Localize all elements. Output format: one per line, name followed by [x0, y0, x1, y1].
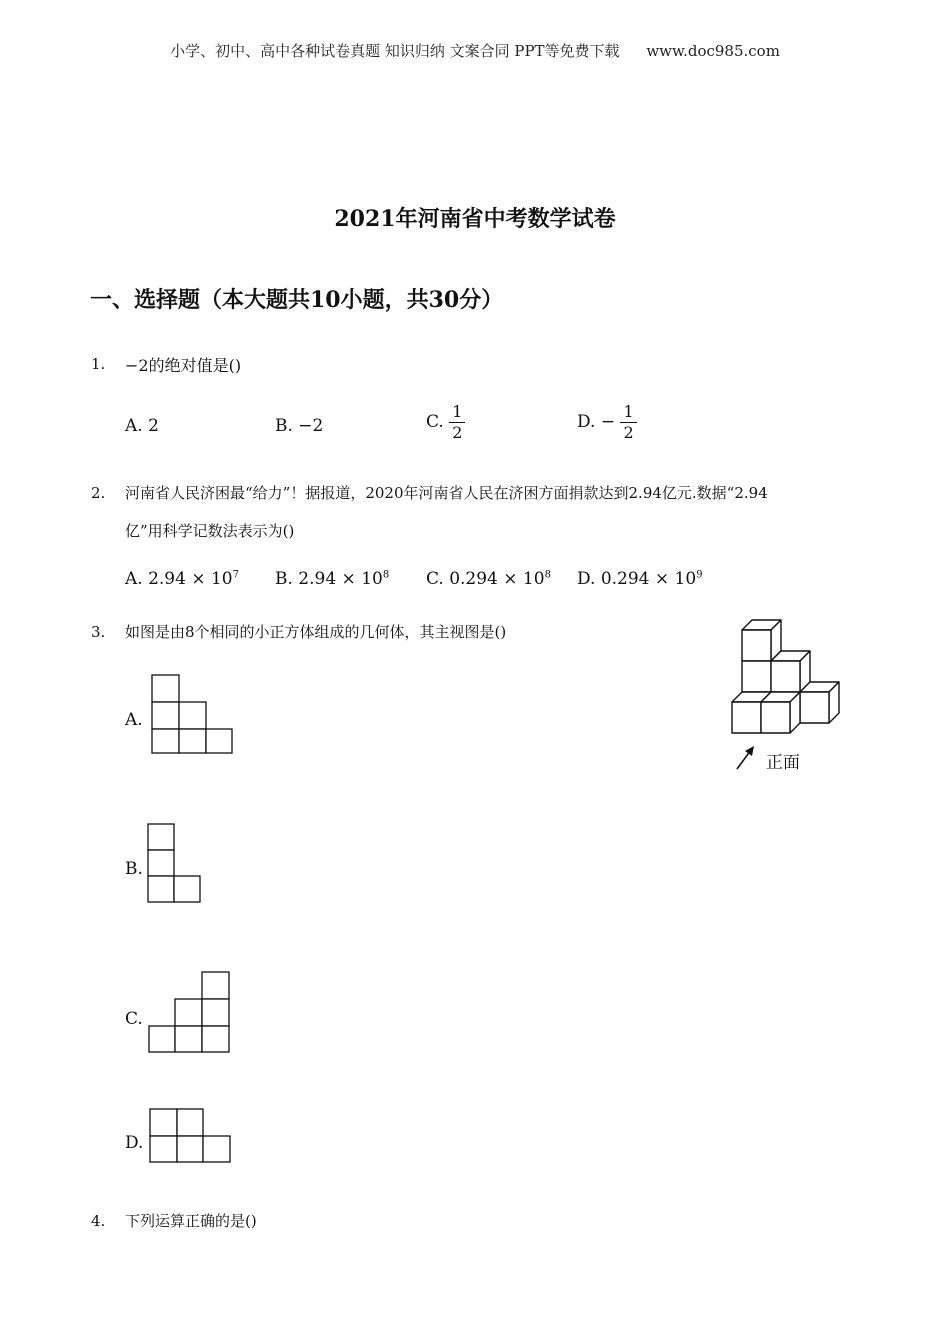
- q3-option-d[interactable]: D.: [125, 1133, 144, 1153]
- grid-square: [202, 972, 229, 999]
- q2-option-b[interactable]: [275, 569, 389, 589]
- header-text: 小学、初中、高中各种试卷真题 知识归纳 文案合同 PPT等免费下载: [170, 42, 620, 60]
- q1-option-b[interactable]: B. −2: [275, 416, 324, 436]
- q2-option-a[interactable]: [125, 569, 239, 589]
- grid-square: [203, 1136, 230, 1162]
- q2-option-b-exponent: 8: [382, 569, 390, 581]
- header-site-link[interactable]: www.doc985.com: [646, 42, 780, 60]
- cube-front-face: [742, 661, 771, 692]
- q2-option-a-exponent: 7: [232, 569, 239, 581]
- q3-option-a[interactable]: A.: [125, 710, 143, 730]
- grid-square: [149, 1026, 175, 1052]
- grid-square: [152, 729, 179, 753]
- figure-caption: 正面: [766, 753, 800, 773]
- q2-option-d-exponent: 9: [696, 569, 703, 581]
- q4-text: 下列运算正确的是(): [125, 1212, 257, 1230]
- grid-square: [148, 824, 174, 850]
- q1-option-a[interactable]: A. 2: [125, 416, 159, 436]
- grid-square: [148, 876, 174, 902]
- q1-option-c-fraction: [449, 404, 465, 441]
- q2-option-c-text: C. 0.294 × 10: [426, 569, 545, 589]
- q2-option-d[interactable]: [577, 569, 703, 589]
- q1-text: −2的绝对值是(): [125, 356, 242, 375]
- grid-square: [175, 999, 202, 1026]
- q1-option-d[interactable]: [577, 404, 637, 441]
- q2-option-c-exponent: 8: [544, 569, 551, 581]
- fraction-denominator: 2: [452, 423, 463, 442]
- q1-option-c[interactable]: [426, 404, 465, 441]
- cube-front-face: [761, 702, 790, 733]
- q3-option-d-grid[interactable]: [148, 1107, 232, 1164]
- q1-option-d-label: D. −: [577, 412, 616, 432]
- grid-square: [152, 702, 179, 729]
- fraction-denominator: 2: [623, 423, 634, 442]
- q2-number: 2.: [91, 484, 106, 502]
- grid-square: [202, 1026, 229, 1052]
- q3-option-b-grid[interactable]: [146, 822, 203, 904]
- cube-front-face: [800, 692, 829, 723]
- page-title: 2021年河南省中考数学试卷: [334, 206, 616, 232]
- q3-text: 如图是由8个相同的小正方体组成的几何体，其主视图是(): [125, 623, 507, 641]
- q1-option-d-fraction: [620, 404, 636, 441]
- grid-square: [150, 1109, 177, 1136]
- q2-text-line2: 亿”用科学记数法表示为(): [125, 522, 295, 540]
- q3-number: 3.: [91, 623, 106, 641]
- grid-square: [206, 729, 232, 753]
- grid-square: [202, 999, 229, 1026]
- grid-square: [177, 1109, 203, 1136]
- grid-square: [177, 1136, 203, 1162]
- q2-option-c[interactable]: [426, 569, 551, 589]
- q3-option-c-grid[interactable]: [147, 970, 231, 1054]
- cube-front-face: [771, 661, 800, 692]
- cube-front-face: [742, 630, 771, 661]
- q2-option-a-text: A. 2.94 × 10: [125, 569, 233, 589]
- page-header: [0, 40, 950, 61]
- grid-square: [175, 1026, 202, 1052]
- grid-square: [150, 1136, 177, 1162]
- grid-square: [152, 675, 179, 702]
- q2-text-line1: 河南省人民济困最“给力”！据报道，2020年河南省人民在济困方面捐款达到2.94亿元.数据“2.94: [125, 484, 768, 502]
- fraction-numerator: 1: [620, 404, 636, 423]
- grid-square: [179, 702, 206, 729]
- cube-figure: [728, 618, 852, 738]
- q1-option-c-label: C.: [426, 412, 444, 432]
- fraction-numerator: 1: [449, 404, 465, 423]
- grid-square: [174, 876, 200, 902]
- q1-number: 1.: [91, 355, 106, 373]
- q2-option-b-text: B. 2.94 × 10: [275, 569, 383, 589]
- q3-option-c[interactable]: C.: [125, 1009, 143, 1029]
- q2-option-d-text: D. 0.294 × 10: [577, 569, 697, 589]
- q3-option-b[interactable]: B.: [125, 859, 143, 879]
- grid-square: [179, 729, 206, 753]
- cube-front-face: [732, 702, 761, 733]
- front-arrow-icon: [734, 744, 758, 772]
- q4-number: 4.: [91, 1212, 106, 1230]
- q3-option-a-grid[interactable]: [150, 673, 234, 755]
- grid-square: [148, 850, 174, 876]
- section-heading: 一、选择题（本大题共10小题，共30分）: [90, 287, 504, 313]
